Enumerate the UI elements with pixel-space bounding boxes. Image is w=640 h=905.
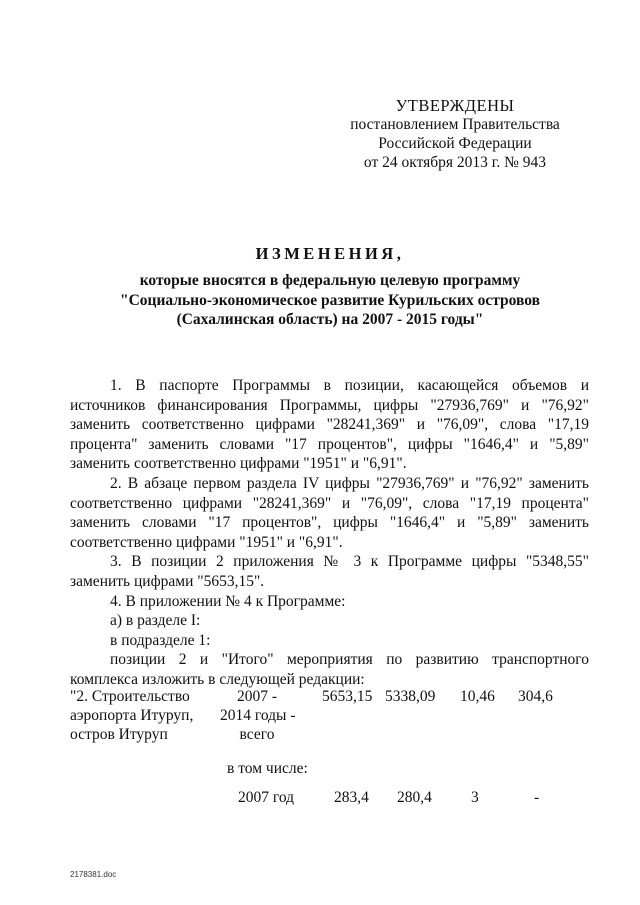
item-name-line: аэропорта Итуруп, (70, 707, 194, 724)
row-value-1: 283,4 (334, 789, 369, 806)
title-line-2: "Социально-экономическое развитие Курильских островов (119, 291, 541, 309)
item-name-line: остров Итуруп (70, 726, 168, 743)
approval-line-1: постановлением Правительства (350, 116, 560, 133)
title-line-3: (Сахалинская область) на 2007 - 2015 годы" (176, 311, 484, 328)
file-name-footer: 2178381.doc (70, 870, 117, 879)
row-value-4: - (534, 789, 540, 806)
paragraph-6: в подразделе 1: (110, 631, 211, 649)
title-heading: ИЗМЕНЕНИЯ, (255, 244, 405, 263)
total-value-2: 5338,09 (385, 688, 436, 705)
table-item-name (70, 687, 193, 744)
approval-line-2: Российской Федерации (378, 135, 532, 152)
paragraph-7: позиции 2 и "Итого" мероприятия по развитию транспортного комплекса изложить в следующей редакции: (70, 651, 589, 688)
paragraph-5: а) в разделе I: (110, 612, 201, 630)
item-name-line: "2. Строительство (70, 688, 190, 705)
table-item-period (220, 687, 294, 744)
paragraph-2: 2. В абзаце первом раздела IV цифры "27936,769" и "76,92" заменить соответственно цифрами "28241,369" и "76,09", слова "17,19 процента" заменить словами "17 процентов", цифры "1646,4" и "5,89" заменить соответственно цифрами "1951" и "6,91". (70, 474, 589, 551)
row-value-2: 280,4 (397, 789, 432, 806)
total-value-1: 5653,15 (322, 688, 373, 705)
title-line-1: которые вносятся в федеральную целевую программу (139, 272, 521, 289)
document-body (70, 376, 589, 690)
row-year-label: 2007 год (238, 789, 295, 806)
paragraph-4: 4. В приложении № 4 к Программе: (110, 592, 346, 610)
paragraph-1: 1. В паспорте Программы в позиции, касающейся объемов и источников финансирования Программы, цифры "27936,769" и "76,92" заменить соответственно цифрами "28241,369" и "76,09", слова "17,19 процента" заменить словами "17 процентов", цифры "1646,4" и "5,89" заменить соответственно цифрами "1951" и "6,91". (70, 377, 589, 473)
approval-line-3: от 24 октября 2013 г. № 943 (363, 154, 547, 171)
row-value-3: 3 (471, 789, 479, 806)
period-line: 2007 - (236, 688, 278, 705)
paragraph-3: 3. В позиции 2 приложения № 3 к Программе цифры "5348,55" заменить цифрами "5653,15". (70, 553, 589, 590)
period-line: всего (239, 726, 275, 743)
including-label: в том числе: (227, 760, 308, 777)
total-value-4: 304,6 (518, 688, 553, 705)
period-line: 2014 годы - (220, 707, 296, 724)
document-title (70, 243, 590, 330)
approval-caption: УТВЕРЖДЕНЫ (395, 96, 515, 115)
approval-block (330, 96, 580, 172)
total-value-3: 10,46 (460, 688, 495, 705)
